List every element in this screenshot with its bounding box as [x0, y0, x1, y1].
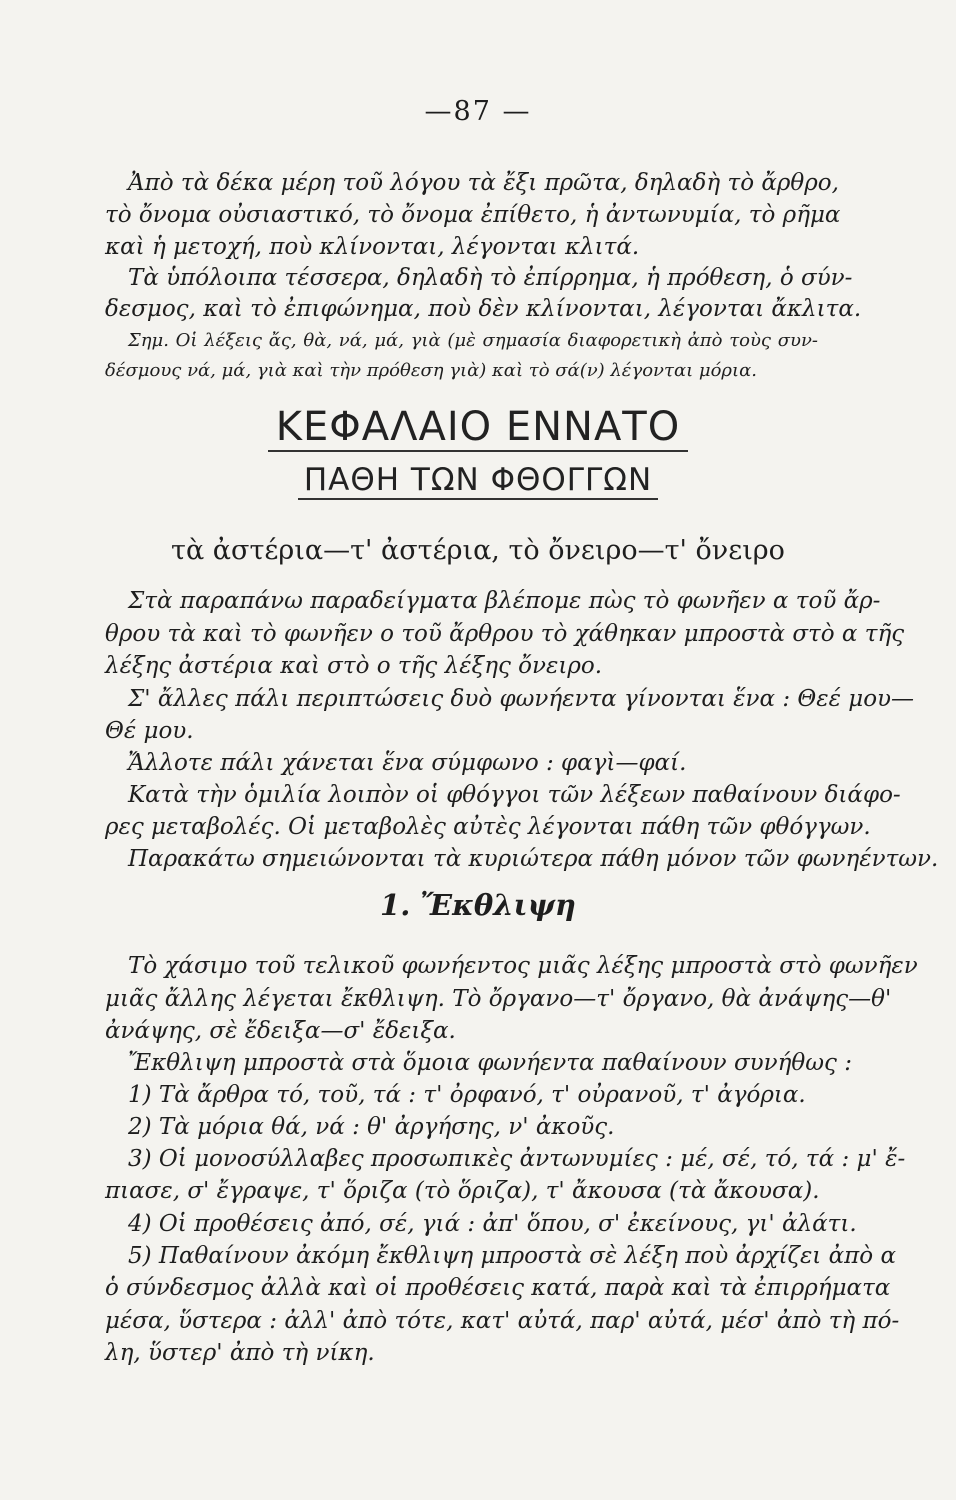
section-line-3: ἀνάψης, σὲ ἔδειξα—σ' ἔδειξα.: [105, 1018, 456, 1044]
list-item-5-line-3: μέσα, ὕστερα : ἀλλ' ἀπὸ τότε, κατ' αὐτά, παρ' αὐτά, μέσ' ἀπὸ τὴ πό-: [105, 1308, 900, 1334]
intro-line-1: Ἀπὸ τὰ δέκα μέρη τοῦ λόγου τὰ ἔξι πρῶτα, δηλαδὴ τὸ ἄρθρο,: [128, 170, 839, 196]
intro-line-5: δεσμος, καὶ τὸ ἐπιφώνημα, ποὺ δὲν κλίνονται, λέγονται ἄκλιτα.: [105, 296, 862, 322]
list-item-5-line-1: 5) Παθαίνουν ἀκόμη ἔκθλιψη μπροστὰ σὲ λέξη ποὺ ἀρχίζει ἀπὸ α: [128, 1243, 896, 1269]
note-line-1: Σημ. Οἱ λέξεις ἄς, θὰ, νά, μά, γιὰ (μὲ σημασία διαφορετικὴ ἀπὸ τοὺς συν-: [128, 330, 818, 351]
section-heading: 1. Ἔκθλιψη: [380, 888, 576, 922]
section-line-2: μιᾶς ἄλλης λέγεται ἔκθλιψη. Τὸ ὄργανο—τ' ὄργανο, θὰ ἀνάψης—θ': [105, 986, 892, 1012]
list-item-4: 4) Οἱ προθέσεις ἀπό, σέ, γιά : ἀπ' ὅπου, σ' ἐκείνους, γι' ἀλάτι.: [128, 1211, 857, 1237]
body-line-1: Στὰ παραπάνω παραδείγματα βλέπομε πὼς τὸ φωνῆεν α τοῦ ἄρ-: [128, 588, 881, 614]
list-item-1: 1) Τὰ ἄρθρα τό, τοῦ, τά : τ' ὀρφανό, τ' οὐρανοῦ, τ' ἀγόρια.: [128, 1082, 806, 1108]
body-line-8: ρες μεταβολές. Οἱ μεταβολὲς αὐτὲς λέγονται πάθη τῶν φθόγγων.: [105, 814, 871, 840]
intro-line-4: Τὰ ὑπόλοιπα τέσσερα, δηλαδὴ τὸ ἐπίρρημα, ἡ πρόθεση, ὁ σύν-: [128, 265, 853, 291]
example-line: τὰ ἀστέρια—τ' ἀστέρια, τὸ ὄνειρο—τ' ὄνειρο: [171, 535, 785, 566]
note-line-2: δέσμους νά, μά, γιὰ καὶ τὴν πρόθεση γιὰ) καὶ τὸ σά(ν) λέγονται μόρια.: [105, 360, 757, 381]
section-line-4: Ἔκθλιψη μπροστὰ στὰ ὅμοια φωνήεντα παθαίνουν συνήθως :: [128, 1050, 852, 1076]
intro-line-2: τὸ ὄνομα οὐσιαστικό, τὸ ὄνομα ἐπίθετο, ἡ ἀντωνυμία, τὸ ρῆμα: [105, 202, 841, 228]
intro-line-3: καὶ ἡ μετοχή, ποὺ κλίνονται, λέγονται κλιτά.: [105, 234, 640, 260]
list-item-2: 2) Τὰ μόρια θά, νά : θ' ἀργήσης, ν' ἀκοῦς.: [128, 1114, 615, 1140]
list-item-3-line-2: πιασε, σ' ἔγραψε, τ' ὅριζα (τὸ ὅριζα), τ' ἄκουσα (τὰ ἄκουσα).: [105, 1178, 820, 1204]
body-line-5: Θέ μου.: [105, 718, 194, 744]
body-line-3: λέξης ἀστέρια καὶ στὸ ο τῆς λέξης ὄνειρο.: [105, 653, 603, 679]
body-line-2: θρου τὰ καὶ τὸ φωνῆεν ο τοῦ ἄρθρου τὸ χάθηκαν μπροστὰ στὸ α τῆς: [105, 621, 905, 647]
chapter-subtitle: ΠΑΘΗ ΤΩΝ ΦΘΟΓΓΩΝ: [0, 462, 956, 498]
body-line-4: Σ' ἄλλες πάλι περιπτώσεις δυὸ φωνήεντα γίνονται ἕνα : Θεέ μου—: [128, 686, 915, 712]
page-number: —87 —: [424, 96, 532, 127]
section-line-1: Τὸ χάσιμο τοῦ τελικοῦ φωνήεντος μιᾶς λέξης μπροστὰ στὸ φωνῆεν: [128, 953, 918, 979]
list-item-3-line-1: 3) Οἱ μονοσύλλαβες προσωπικὲς ἀντωνυμίες : μέ, σέ, τό, τά : μ' ἔ-: [128, 1146, 906, 1172]
chapter-title: ΚΕΦΑΛΑΙΟ ΕΝΝΑΤΟ: [0, 404, 956, 450]
body-line-6: Ἄλλοτε πάλι χάνεται ἕνα σύμφωνο : φαγὶ—φαί.: [128, 750, 687, 776]
list-item-5-line-4: λη, ὕστερ' ἀπὸ τὴ νίκη.: [105, 1340, 375, 1366]
list-item-5-line-2: ὁ σύνδεσμος ἀλλὰ καὶ οἱ προθέσεις κατά, παρὰ καὶ τὰ ἐπιρρήματα: [105, 1275, 891, 1301]
body-line-7: Κατὰ τὴν ὁμιλία λοιπὸν οἱ φθόγγοι τῶν λέξεων παθαίνουν διάφο-: [128, 782, 901, 808]
body-line-9: Παρακάτω σημειώνονται τὰ κυριώτερα πάθη μόνον τῶν φωνηέντων.: [128, 846, 939, 872]
